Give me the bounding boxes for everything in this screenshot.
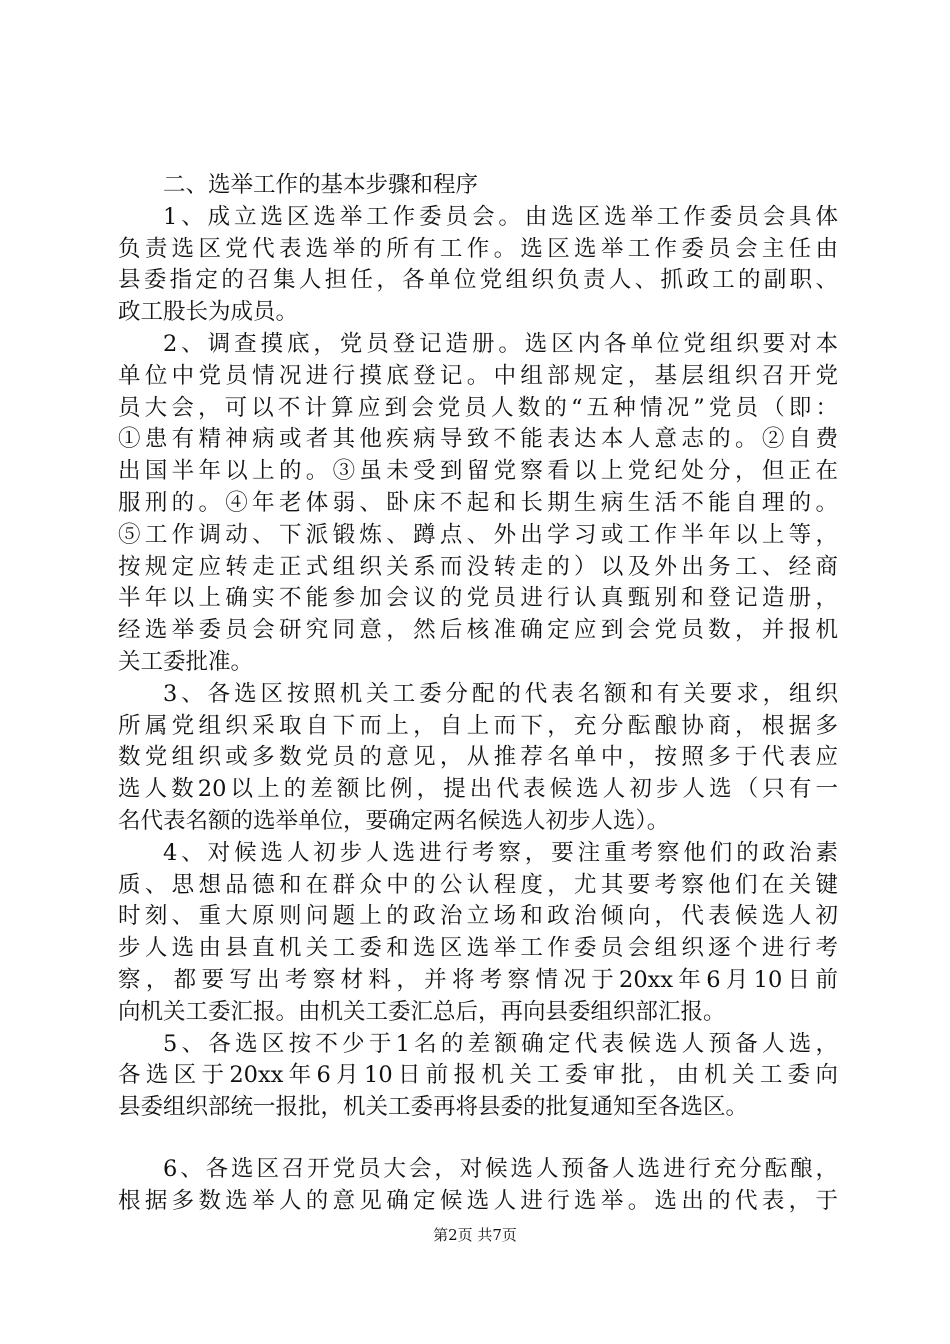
paragraph-line: 2、调查摸底，党员登记造册。选区内各单位党组织要对本 <box>163 330 838 357</box>
paragraph-line: 时刻、重大原则问题上的政治立场和政治倾向，代表候选人初 <box>118 903 838 930</box>
paragraph-2 <box>118 329 838 679</box>
paragraph-line: 1、成立选区选举工作委员会。由选区选举工作委员会具体 <box>163 203 838 230</box>
paragraph-line: ①患有精神病或者其他疾病导致不能表达本人意志的。②自费 <box>118 426 838 453</box>
paragraph-line: 根据多数选举人的意见确定候选人进行选举。选出的代表，于 <box>118 1187 838 1214</box>
paragraph-line: 3、各选区按照机关工委分配的代表名额和有关要求，组织 <box>163 680 838 707</box>
paragraph-line: 服刑的。④年老体弱、卧床不起和长期生病生活不能自理的。 <box>118 489 838 516</box>
paragraph-line: 关工委批准。 <box>118 648 254 675</box>
document-body <box>118 170 838 1218</box>
paragraph-line: 选人数20以上的差额比例，提出代表候选人初步人选（只有一 <box>118 776 838 803</box>
paragraph-line: 5、各选区按不少于1名的差额确定代表候选人预备人选， <box>163 1030 838 1057</box>
paragraph-line: 单位中党员情况进行摸底登记。中组部规定，基层组织召开党 <box>118 362 838 389</box>
paragraph-line: 4、对候选人初步人选进行考察，要注重考察他们的政治素 <box>163 839 838 866</box>
paragraph-line: 所属党组织采取自下而上，自上而下，充分酝酿协商，根据多 <box>118 712 838 739</box>
paragraph-6 <box>118 1154 838 1218</box>
section-heading: 二、选举工作的基本步骤和程序 <box>163 172 479 198</box>
paragraph-line: 县委指定的召集人担任，各单位党组织负责人、抓政工的副职、 <box>118 267 838 294</box>
paragraph-line: 县委组织部统一报批，机关工委再将县委的批复通知至各选区。 <box>118 1094 749 1121</box>
paragraph-line: 出国半年以上的。③虽未受到留党察看以上党纪处分，但正在 <box>118 458 838 485</box>
paragraph-1 <box>118 202 838 329</box>
paragraph-line: 质、思想品德和在群众中的公认程度，尤其要考察他们在关键 <box>118 871 838 898</box>
paragraph-line: 察，都要写出考察材料，并将考察情况于20xx年6月10日前 <box>118 966 838 993</box>
paragraph-line: 按规定应转走正式组织关系而没转走的）以及外出务工、经商 <box>118 553 838 580</box>
paragraph-line: 6、各选区召开党员大会，对候选人预备人选进行充分酝酿， <box>163 1155 838 1182</box>
paragraph-line: 向机关工委汇报。由机关工委汇总后，再向县委组织部汇报。 <box>118 998 726 1025</box>
paragraph-line: 员大会，可以不计算应到会党员人数的“五种情况”党员（即： <box>118 394 838 421</box>
paragraph-4 <box>118 838 838 1029</box>
paragraph-line: 步人选由县直机关工委和选区选举工作委员会组织逐个进行考 <box>118 935 838 962</box>
paragraph-line: ⑤工作调动、下派锻炼、蹲点、外出学习或工作半年以上等， <box>118 521 838 548</box>
paragraph-line: 数党组织或多数党员的意见，从推荐名单中，按照多于代表应 <box>118 744 838 771</box>
paragraph-line: 半年以上确实不能参加会议的党员进行认真甄别和登记造册， <box>118 585 838 612</box>
paragraph-5 <box>118 1029 838 1124</box>
paragraph-gap <box>118 1124 838 1154</box>
paragraph-line: 负责选区党代表选举的所有工作。选区选举工作委员会主任由 <box>118 235 838 262</box>
paragraph-line: 经选举委员会研究同意，然后核准确定应到会党员数，并报机 <box>118 617 838 644</box>
paragraph-line: 政工股长为成员。 <box>118 299 299 326</box>
paragraph-line: 各选区于20xx年6月10日前报机关工委审批，由机关工委向 <box>118 1062 838 1089</box>
page-number-footer: 第2页 共7页 <box>433 1226 517 1244</box>
paragraph-line: 名代表名额的选举单位，要确定两名候选人初步人选）。 <box>118 807 670 834</box>
paragraph-3 <box>118 679 838 838</box>
